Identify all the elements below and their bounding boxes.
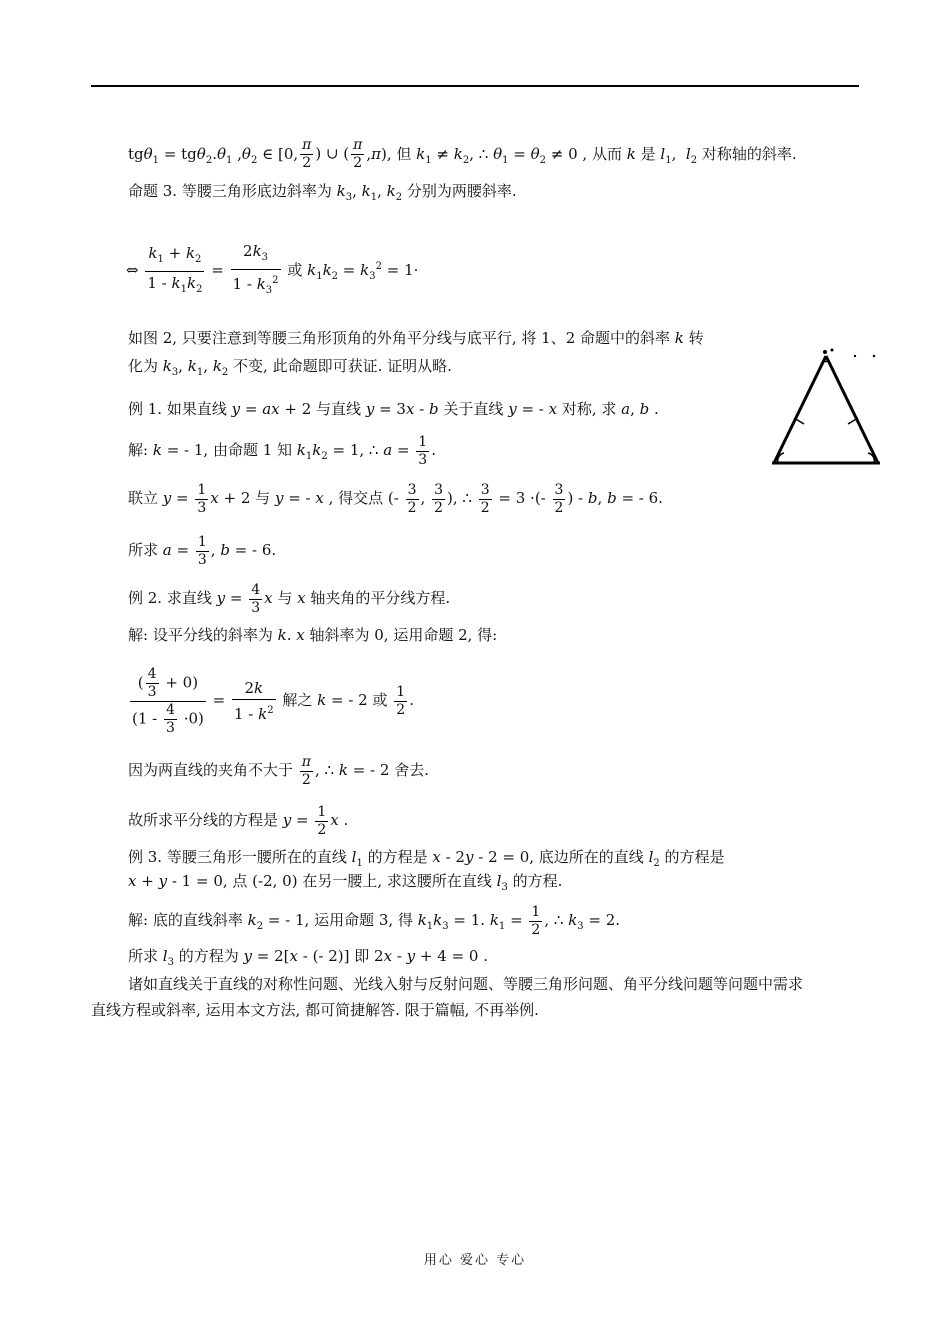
text-line-1: $tg\theta_1 = tg\theta_2.\theta_1$ $,\theta_2$ ∈ [0, $\frac{\pi}{2}$ ) ∪ ( $\frac{\pi}{2}$ ,π), 但 $k_1 \ne k_2$, ∴ $\theta_1 = \theta_2 \ne 0$ , 从而 k 是 $l_1$, $l_2$ 对称轴的斜率. <box>128 137 797 171</box>
text-line-5: 例 1. 如果直线 y = ax + 2 与直线 y = 3x - b 关于直线 y = - x 对称, 求 a, b . <box>128 400 659 418</box>
text-line-3: ⇔ $\frac{k_1 + k_2}{1 - k_1k_2}$ = $\frac{2k_3}{1 - k_3^2}$ 或 $k_1k_2 = k_3^2 = 1\cdot$ <box>126 240 418 302</box>
text-line-17a: 诸如直线关于直线的对称性问题、光线入射与反射问题、等腰三角形问题、角平分线问题等问题中需求 <box>128 975 804 993</box>
text-line-10: 解: 设平分线的斜率为 k. x 轴斜率为 0, 运用命题 2, 得: <box>128 626 498 644</box>
text-line-12: 因为两直线的夹角不大于 $\frac{\pi}{2}$ , ∴ k = - 2 舍去. <box>128 753 429 788</box>
text-line-4a: 如图 2, 只要注意到等腰三角形顶角的外角平分线与底平行, 将 1、2 命题中的斜率 k 转 <box>128 329 704 347</box>
text-line-16: 所求 $l_3$ 的方程为 y = 2[x - (- 2)] 即 2x - y + 4 = 0 . <box>128 947 488 968</box>
text-line-15: 解: 底的直线斜率 $k_2$ = - 1, 运用命题 3, 得 $k_1k_3 = 1$. $k_1$ = $\frac{1}{2}$ , ∴ $k_3 = 2$. <box>128 903 621 938</box>
text-line-14a: 例 3. 等腰三角形一腰所在的直线 $l_1$ 的方程是 x - 2y - 2 = 0, 底边所在的直线 $l_2$ 的方程是 <box>128 848 725 869</box>
header-rule <box>91 85 859 87</box>
text-line-6: 解: k = - 1, 由命题 1 知 $k_1k_2 = 1$, ∴ a = $\frac{1}{3}$ . <box>128 433 436 468</box>
text-line-4b: 化为 $k_3$, $k_1$, $k_2$ 不变, 此命题即可获证. 证明从略. <box>128 357 452 378</box>
isosceles-triangle-figure <box>762 338 892 468</box>
text-line-2: 命题 3. 等腰三角形底边斜率为 $k_3$, $k_1$, $k_2$ 分别为两腰斜率. <box>128 182 517 203</box>
text-line-9: 例 2. 求直线 y = $\frac{4}{3}$ x 与 x 轴夹角的平分线方程. <box>128 581 451 616</box>
text-line-13: 故所求平分线的方程是 y = $\frac{1}{2}$ x . <box>128 803 349 838</box>
text-line-17b: 直线方程或斜率, 运用本文方法, 都可简捷解答. 限于篇幅, 不再举例. <box>91 1001 539 1019</box>
text-line-11: ( $\frac{4}{3}$ + 0) (1 - $\frac{4}{3}$ ·0) = $\frac{2k}{1 - k^2}$ 解之 k = - 2 或 $\frac{1}{2}$ . <box>132 665 414 736</box>
page-footer: 用心 爱心 专心 <box>423 1253 527 1268</box>
text-line-7: 联立 y = $\frac{1}{3}$ x + 2 与 y = - x , 得交点 (- $\frac{3}{2}$ , $\frac{3}{2}$ ), ∴ $\frac{3}{2}$ = 3 ·(- $\frac{3}{2}$ ) - b, b = - 6. <box>128 481 663 516</box>
text-line-14b: x + y - 1 = 0, 点 (-2, 0) 在另一腰上, 求这腰所在直线 $l_3$ 的方程. <box>128 872 563 893</box>
text-line-8: 所求 a = $\frac{1}{3}$ , b = - 6. <box>128 533 277 568</box>
